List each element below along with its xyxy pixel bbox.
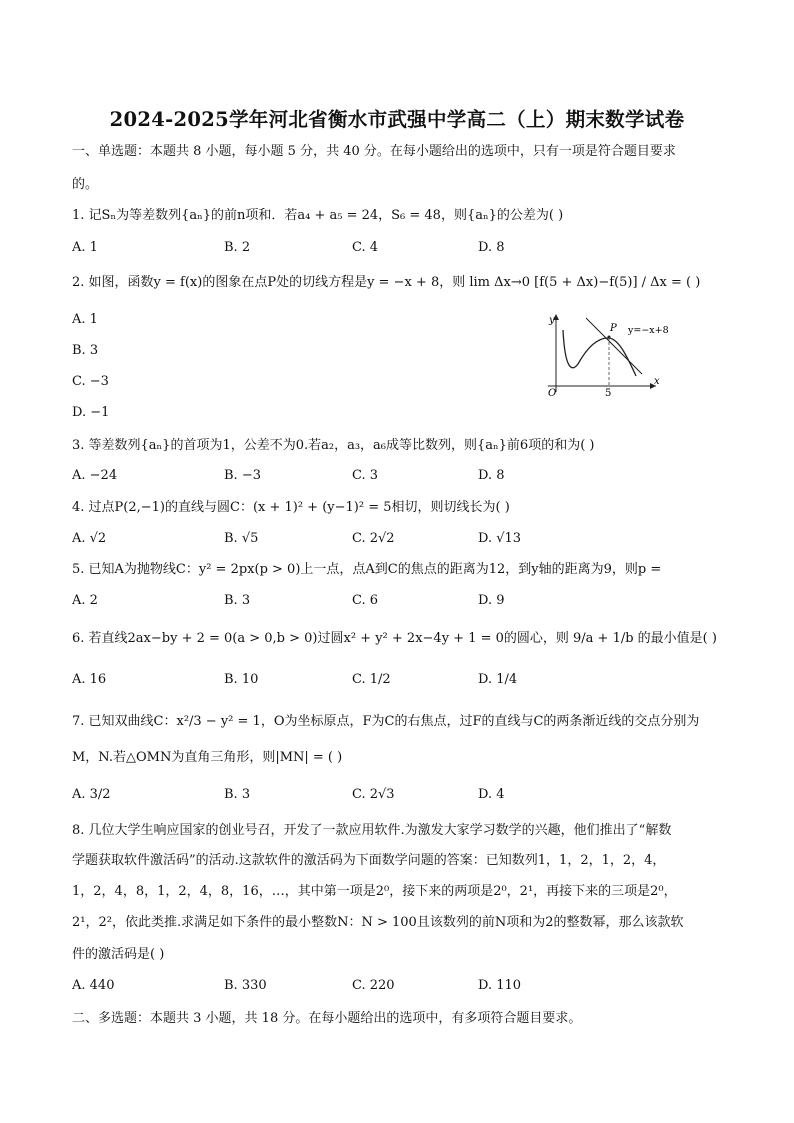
q1-option-a[interactable]: A. 1	[72, 240, 98, 255]
q1-option-c[interactable]: C. 4	[352, 240, 379, 255]
q1-option-d[interactable]: D. 8	[478, 240, 505, 255]
q5-option-a[interactable]: A. 2	[72, 593, 98, 608]
q2-option-d[interactable]: D. −1	[72, 405, 110, 420]
q6-option-b[interactable]: B. 10	[224, 672, 259, 687]
page-title: 2024-2025学年河北省衡水市武强中学高二（上）期末数学试卷	[109, 108, 685, 131]
q5-option-b[interactable]: B. 3	[224, 593, 251, 608]
q8-stem: 8. 几位大学生响应国家的创业号召，开发了一款应用软件.为激发大家学习数学的兴趣，他们推出了“解数	[72, 823, 672, 838]
q7-option-d[interactable]: D. 4	[478, 787, 505, 802]
q3-option-a[interactable]: A. −24	[72, 468, 118, 483]
q3-option-c[interactable]: C. 3	[352, 468, 379, 483]
q1-stem: 1. 记Sₙ为等差数列{aₙ}的前n项和．若a₄ + a₅ = 24，S₆ = 48，则{aₙ}的公差为( )	[72, 208, 564, 223]
q4-option-a[interactable]: A. √2	[72, 531, 107, 546]
q2-option-b[interactable]: B. 3	[72, 343, 99, 358]
q8-stem-line5: 件的激活码是( )	[72, 947, 165, 962]
q2-option-a[interactable]: A. 1	[72, 312, 98, 327]
graph-x-label: x	[654, 376, 660, 387]
graph-tangent-label: y=−x+8	[628, 325, 669, 336]
q3-option-b[interactable]: B. −3	[224, 468, 261, 483]
q2-option-c[interactable]: C. −3	[72, 374, 109, 389]
point-p	[608, 336, 611, 339]
section1-heading: 一、单选题：本题共 8 小题，每小题 5 分，共 40 分。在每小题给出的选项中，只有一项是符合题目要求	[72, 144, 676, 159]
q5-stem: 5. 已知A为抛物线C：y² = 2px(p > 0)上一点，点A到C的焦点的距离为12，到y轴的距离为9，则p =	[72, 562, 662, 577]
function-curve	[563, 330, 636, 376]
q8-stem-line2: 学题获取软件激活码”的活动.这款软件的激活码为下面数学问题的答案：已知数列1，1，2，1，2，4，	[72, 853, 666, 868]
q7-option-c[interactable]: C. 2√3	[352, 787, 395, 802]
graph-origin-label: O	[548, 388, 557, 398]
q3-option-d[interactable]: D. 8	[478, 468, 505, 483]
q6-stem: 6. 若直线2ax−by + 2 = 0(a > 0,b > 0)过圆x² + y² + 2x−4y + 1 = 0的圆心，则 9/a + 1/b 的最小值是( )	[72, 631, 717, 646]
q2-function-graph	[538, 310, 686, 398]
q4-option-c[interactable]: C. 2√2	[352, 531, 395, 546]
q5-option-d[interactable]: D. 9	[478, 593, 505, 608]
q8-stem-line3: 1，2，4，8，1，2，4，8，16，…，其中第一项是2⁰，接下来的两项是2⁰，2¹，再接下来的三项是2⁰，	[72, 884, 677, 899]
graph-x-tick: 5	[605, 388, 612, 398]
section2-heading: 二、多选题：本题共 3 小题，共 18 分。在每小题给出的选项中，有多项符合题目要求。	[72, 1011, 582, 1026]
q8-stem-line4: 2¹，2²，依此类推.求满足如下条件的最小整数N：N > 100且该数列的前N项和为2的整数幂，那么该款软	[72, 915, 684, 930]
q6-option-c[interactable]: C. 1/2	[352, 672, 391, 687]
q8-option-a[interactable]: A. 440	[72, 978, 115, 993]
q1-option-b[interactable]: B. 2	[224, 240, 251, 255]
q3-stem: 3. 等差数列{aₙ}的首项为1，公差不为0.若a₂，a₃，a₆成等比数列，则{aₙ}前6项的和为( )	[72, 438, 595, 453]
q7-option-b[interactable]: B. 3	[224, 787, 251, 802]
q4-option-b[interactable]: B. √5	[224, 531, 259, 546]
q8-option-c[interactable]: C. 220	[352, 978, 395, 993]
q2-stem: 2. 如图，函数y = f(x)的图象在点P处的切线方程是y = −x + 8，则 lim Δx→0 [f(5 + Δx)−f(5)] / Δx = ( )	[72, 275, 701, 290]
graph-y-label: y	[549, 315, 555, 326]
q6-option-d[interactable]: D. 1/4	[478, 672, 518, 687]
q6-option-a[interactable]: A. 16	[72, 672, 107, 687]
q7-stem-cont: M，N.若△OMN为直角三角形，则|MN| = ( )	[72, 750, 343, 765]
q4-option-d[interactable]: D. √13	[478, 531, 522, 546]
q7-stem: 7. 已知双曲线C：x²/3 − y² = 1，O为坐标原点，F为C的右焦点，过F的直线与C的两条渐近线的交点分别为	[72, 714, 700, 729]
q7-option-a[interactable]: A. 3/2	[72, 787, 111, 802]
q8-option-d[interactable]: D. 110	[478, 978, 522, 993]
q5-option-c[interactable]: C. 6	[352, 593, 379, 608]
q8-option-b[interactable]: B. 330	[224, 978, 267, 993]
q4-stem: 4. 过点P(2,−1)的直线与圆C：(x + 1)² + (y−1)² = 5相切，则切线长为( )	[72, 500, 510, 515]
section1-heading-cont: 的。	[72, 177, 99, 192]
graph-point-label: P	[610, 323, 617, 334]
